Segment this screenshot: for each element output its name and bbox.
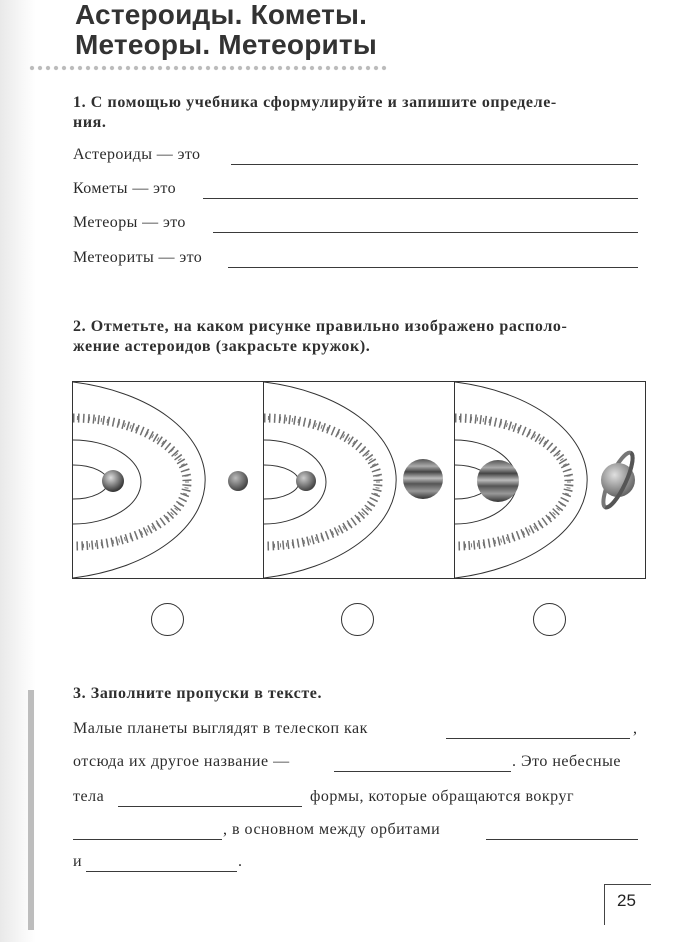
definition-label-comets: Кометы — это xyxy=(73,180,176,197)
task2-text-line-2: жение астероидов (закрасьте кружок). xyxy=(73,338,371,355)
task3-text-part-5: формы, которые обращаются вокруг xyxy=(310,788,575,805)
blank-3[interactable] xyxy=(118,806,302,807)
title-line-1: Астероиды. Кометы. xyxy=(75,0,368,30)
answer-circle-3[interactable] xyxy=(533,603,566,636)
task2-text-line-1: 2. Отметьте, на каком рисунке правильно изображено располо- xyxy=(73,318,568,335)
page-left-edge xyxy=(0,0,36,942)
saturn-icon xyxy=(598,449,638,510)
answer-circle-2[interactable] xyxy=(341,603,374,636)
figure-2-mars-jupiter xyxy=(263,381,455,579)
definition-field-meteorites[interactable] xyxy=(228,267,638,268)
jupiter-icon xyxy=(477,460,519,502)
binding-bar xyxy=(28,690,34,930)
blank-4[interactable] xyxy=(73,839,222,840)
earth-icon xyxy=(102,470,124,492)
figure-3-jupiter-saturn xyxy=(454,381,646,579)
task3-heading: 3. Заполните пропуски в тексте. xyxy=(73,685,323,702)
task1-text-line-1: 1. С помощью учебника сформулируйте и запишите определе- xyxy=(73,94,557,111)
definition-field-meteors[interactable] xyxy=(213,232,638,233)
blank-1[interactable] xyxy=(446,738,630,739)
definition-label-meteorites: Метеориты — это xyxy=(73,249,203,266)
task3-text-part-3: . Это небесные xyxy=(512,753,621,770)
definition-field-asteroids[interactable] xyxy=(231,164,638,165)
task3-text-part-4: тела xyxy=(73,788,105,805)
asteroid-belt xyxy=(264,418,378,546)
figure-1-earth-mars xyxy=(72,381,264,579)
blank-2[interactable] xyxy=(334,771,511,772)
task3-text-part-2: отсюда их другое название — xyxy=(73,753,290,770)
blank-5[interactable] xyxy=(486,839,638,840)
task3-text-part-7: и xyxy=(73,853,83,870)
mars-icon xyxy=(228,471,248,491)
definition-label-meteors: Метеоры — это xyxy=(73,214,186,231)
answer-circle-1[interactable] xyxy=(151,603,184,636)
page-number: 25 xyxy=(617,891,636,910)
mars-icon xyxy=(296,471,316,491)
blank-6[interactable] xyxy=(86,871,237,872)
title-line-2: Метеоры. Метеориты xyxy=(75,29,377,60)
task1-text-line-2: ния. xyxy=(73,114,107,131)
definition-label-asteroids: Астероиды — это xyxy=(73,146,201,163)
figure-3-svg xyxy=(455,382,645,578)
task3-text-part-8: . xyxy=(238,853,243,870)
figure-2-svg xyxy=(264,382,454,578)
definition-field-comets[interactable] xyxy=(203,198,638,199)
jupiter-icon xyxy=(403,459,443,499)
task3-text-part-6: , в основном между орбитами xyxy=(223,821,441,838)
asteroid-belt xyxy=(73,418,187,546)
figure-1-svg xyxy=(73,382,263,578)
task3-comma: , xyxy=(633,720,638,737)
task3-text-part-1: Малые планеты выглядят в телескоп как xyxy=(73,720,368,737)
dotted-divider xyxy=(28,64,388,72)
